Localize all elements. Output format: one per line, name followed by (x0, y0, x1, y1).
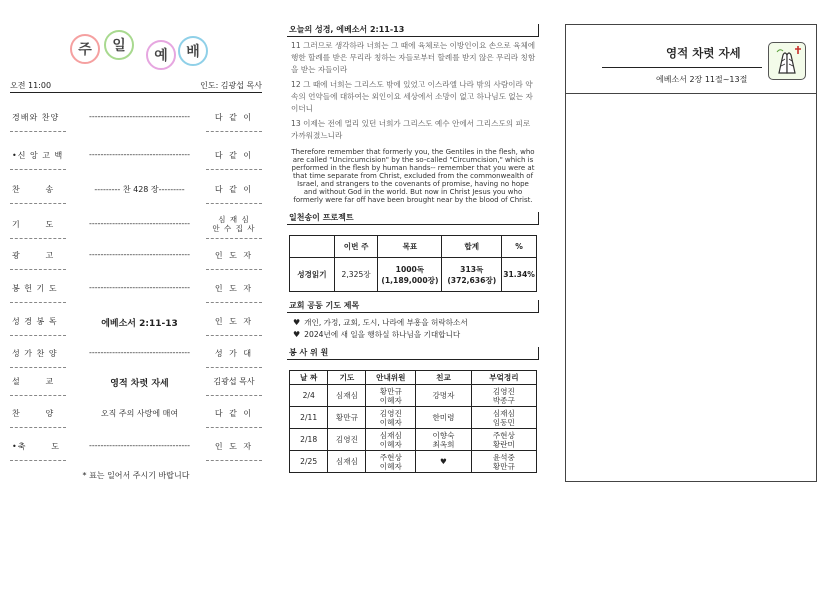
divider (206, 238, 262, 239)
sermon-box (565, 24, 817, 482)
table-row (290, 429, 537, 451)
order-item (10, 184, 262, 196)
divider (602, 67, 762, 68)
list-item: ♥ 2024년에 새 일을 행하실 하나님을 기대합니다 (293, 330, 461, 339)
table-cell: ♥ (416, 451, 472, 473)
table-cell: 2/11 (290, 407, 328, 429)
heart-icon: ♥ (293, 318, 301, 327)
verse: 11 그러므로 생각하라 너희는 그 때에 육체로는 이방인이요 손으로 육체에 행한 할례를 받은 무리라 칭하는 자들로부터 할례를 받지 않은 무리라 칭함을 받는 자들이라 (291, 41, 536, 74)
divider (10, 335, 66, 336)
order-person: 인 도 자 (214, 284, 254, 293)
table-cell: 김영진 박종구 (471, 385, 536, 407)
sermon-reference: 에베소서 2장 11절~13절 (656, 75, 748, 84)
order-person: 김광섭 목사 (213, 377, 255, 386)
order-item (10, 150, 262, 162)
order-label: •축 도 (12, 442, 60, 451)
order-item (10, 441, 262, 453)
table-cell: 이향숙 최옥희 (416, 429, 472, 451)
order-label: 광 고 (12, 251, 55, 260)
table-cell: 성경읽기 (290, 258, 335, 292)
table-header: 안내위원 (366, 371, 416, 385)
order-detail: ----------------------------------- (88, 112, 191, 121)
divider (206, 427, 262, 428)
order-detail: 오직 주의 사랑에 매여 (100, 409, 179, 418)
order-label: 성 경 봉 독 (12, 317, 58, 326)
table-cell: 2/4 (290, 385, 328, 407)
middle-column (287, 24, 539, 473)
table-cell: 강명자 (416, 385, 472, 407)
divider (206, 367, 262, 368)
order-label: 찬 양 (12, 409, 55, 418)
order-detail: ----------------------------------- (88, 283, 191, 292)
table-cell: 2/18 (290, 429, 328, 451)
order-of-worship (10, 22, 262, 492)
table-header: 친교 (416, 371, 472, 385)
order-item (10, 250, 262, 262)
footnote: * 표는 일어서 주시기 바랍니다 (82, 471, 190, 480)
table-cell: 황만규 이혜자 (366, 385, 416, 407)
verse: 13 이제는 전에 멀리 있던 너희가 그리스도 예수 안에서 그리스도의 피로 가까워졌느니라 (291, 119, 531, 140)
divider (10, 367, 66, 368)
title-char: 주 (70, 34, 100, 64)
reading-table (289, 235, 537, 292)
table-cell: 313독 (372,636장) (442, 258, 502, 292)
order-person: 다 같 이 (214, 185, 254, 194)
order-detail: --------- 찬 428 장--------- (94, 185, 185, 194)
order-item (10, 376, 262, 388)
divider (10, 427, 66, 428)
table-row (290, 385, 537, 407)
reading-project-heading: 일천송이 프로젝트 (287, 212, 539, 225)
divider (10, 131, 66, 132)
divider (566, 93, 816, 94)
divider (206, 302, 262, 303)
table-cell: 한미령 (416, 407, 472, 429)
order-detail: ----------------------------------- (88, 250, 191, 259)
order-person: 인 도 자 (214, 251, 254, 260)
table-cell: 31.34% (502, 258, 537, 292)
table-row (290, 407, 537, 429)
divider (10, 203, 66, 204)
order-person: 인 도 자 (214, 317, 254, 326)
order-person: 다 같 이 (214, 409, 254, 418)
order-item (10, 408, 262, 420)
order-label: 찬 송 (12, 185, 55, 194)
order-item (10, 283, 262, 295)
divider (206, 269, 262, 270)
table-cell: 김영진 이혜자 (366, 407, 416, 429)
order-person: 인 도 자 (214, 442, 254, 451)
table-cell: 심재심 임동민 (471, 407, 536, 429)
table-cell: 심재심 (328, 385, 366, 407)
divider (206, 131, 262, 132)
order-person: 성 가 대 (214, 349, 254, 358)
table-cell: 심재심 (328, 451, 366, 473)
heart-icon: ♥ (293, 330, 301, 339)
table-header: 날 짜 (290, 371, 328, 385)
bulletin-title (70, 30, 210, 70)
verse: 12 그 때에 너희는 그리스도 밖에 있었고 이스라엘 나라 밖의 사람이라 약속의 언약들에 대하여는 외인이요 세상에서 소망이 없고 하나님도 없는 자이더니 (291, 80, 533, 113)
table-cell: 윤석중 황만규 (471, 451, 536, 473)
order-person: 다 같 이 (214, 113, 254, 122)
praying-hands-icon (768, 42, 806, 80)
title-char: 예 (146, 40, 176, 70)
order-label: 경배와 찬양 (12, 113, 60, 122)
order-detail: ----------------------------------- (88, 348, 191, 357)
table-header: 합계 (442, 236, 502, 258)
divider (10, 302, 66, 303)
order-item (10, 112, 262, 124)
order-detail: ----------------------------------- (88, 219, 191, 228)
english-verse: Therefore remember that formerly you, the Gentiles in the flesh, who are called "Uncircumcision" by the so-called "Circumcision," which is performed in the flesh by human hands-- remember that you were at that time separate from Christ, excluded from the commonwealth of Israel, and strangers to the covenants of promise, having no hope and without God in the world. But now in Christ Jesus you who formerly were far off have been brought near by the blood of Christ. (291, 148, 535, 204)
servants-table (289, 370, 537, 473)
divider (206, 203, 262, 204)
divider (206, 395, 262, 396)
order-person: 심 재 심 안 수 집 사 (212, 215, 256, 233)
order-detail: 영적 차렷 자세 (110, 379, 169, 389)
divider (206, 460, 262, 461)
table-cell: 2,325장 (334, 258, 378, 292)
order-detail: 에베소서 2:11-13 (101, 319, 178, 329)
order-label: 성 가 찬 양 (12, 349, 58, 358)
title-char: 일 (104, 30, 134, 60)
title-char: 배 (178, 36, 208, 66)
service-leader: 인도: 김광섭 목사 (200, 81, 262, 90)
divider (206, 335, 262, 336)
order-item (10, 215, 262, 233)
order-detail: ----------------------------------- (88, 441, 191, 450)
order-detail: ----------------------------------- (88, 150, 191, 159)
order-person: 다 같 이 (214, 151, 254, 160)
table-row (290, 451, 537, 473)
table-header: % (502, 236, 537, 258)
divider (10, 238, 66, 239)
divider (10, 169, 66, 170)
service-info (10, 80, 262, 91)
order-label: 기 도 (12, 220, 55, 229)
table-cell: 심재심 이혜자 (366, 429, 416, 451)
scripture-heading: 오늘의 성경, 에베소서 2:11-13 (287, 24, 539, 37)
table-header: 기도 (328, 371, 366, 385)
servants-heading: 봉 사 위 원 (287, 347, 539, 360)
divider (206, 169, 262, 170)
prayer-list (293, 317, 539, 341)
table-header: 이번 주 (334, 236, 378, 258)
table-cell: 황만규 (328, 407, 366, 429)
divider (10, 460, 66, 461)
table-row (290, 371, 537, 385)
order-item (10, 348, 262, 360)
order-label: •신 앙 고 백 (12, 151, 64, 160)
prayer-heading: 교회 공동 기도 제목 (287, 300, 539, 313)
table-cell: 2/25 (290, 451, 328, 473)
sermon-title: 영적 차렷 자세 (666, 46, 741, 60)
table-cell: 주현상 황란미 (471, 429, 536, 451)
divider (10, 269, 66, 270)
order-label: 설 교 (12, 377, 55, 386)
table-cell: 주현상 이혜자 (366, 451, 416, 473)
order-label: 봉 헌 기 도 (12, 284, 58, 293)
table-header (290, 236, 335, 258)
service-time: 오전 11:00 (10, 81, 52, 90)
divider (10, 395, 66, 396)
table-cell: 김영진 (328, 429, 366, 451)
table-header: 목표 (378, 236, 442, 258)
divider (10, 92, 262, 93)
table-cell: 1000독 (1,189,000장) (378, 258, 442, 292)
order-item (10, 316, 262, 328)
list-item: ♥ 개인, 가정, 교회, 도시, 나라에 부흥을 허락하소서 (293, 318, 468, 327)
table-header: 부엌정리 (471, 371, 536, 385)
